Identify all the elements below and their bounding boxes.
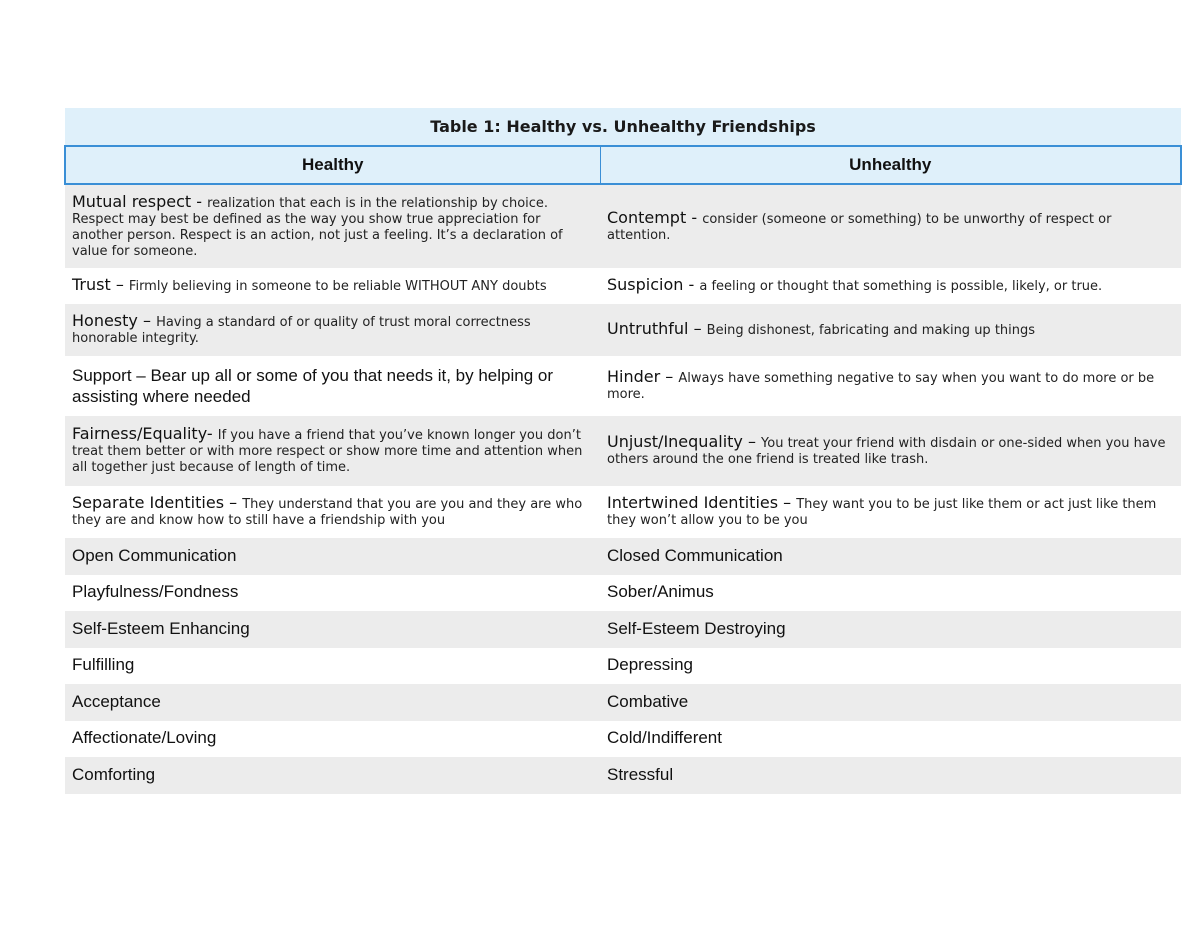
table-row bbox=[65, 184, 1181, 268]
header-unhealthy: Unhealthy bbox=[600, 146, 1181, 184]
unhealthy-cell bbox=[600, 575, 1181, 611]
unhealthy-trait: Stressful bbox=[607, 764, 674, 784]
healthy-trait: Comforting bbox=[72, 764, 156, 784]
unhealthy-trait: Sober/Animus bbox=[607, 582, 714, 601]
healthy-cell bbox=[65, 575, 600, 611]
term: Unjust/Inequality – bbox=[607, 432, 762, 451]
header-row bbox=[65, 146, 1181, 184]
unhealthy-cell bbox=[600, 721, 1181, 757]
support-text: Support – Bear up all or some of you that needs it, by helping or assisting where needed bbox=[72, 366, 554, 406]
caption-row bbox=[65, 108, 1181, 146]
term: Fairness/Equality- bbox=[72, 424, 218, 443]
table-row bbox=[65, 757, 1181, 794]
table-row bbox=[65, 486, 1181, 538]
table-row bbox=[65, 416, 1181, 486]
unhealthy-cell bbox=[600, 356, 1181, 416]
unhealthy-cell bbox=[600, 648, 1181, 684]
table-row bbox=[65, 575, 1181, 611]
term: Suspicion - bbox=[607, 275, 700, 294]
description: a feeling or thought that something is possible, likely, or true. bbox=[699, 279, 1103, 294]
table-row bbox=[65, 538, 1181, 575]
unhealthy-trait: Self-Esteem Destroying bbox=[607, 618, 786, 638]
term: Mutual respect - bbox=[72, 191, 208, 211]
term: Honesty – bbox=[72, 311, 157, 330]
healthy-cell bbox=[65, 611, 600, 648]
unhealthy-cell bbox=[600, 684, 1181, 721]
term: Contempt - bbox=[607, 207, 703, 227]
unhealthy-trait: Closed Communication bbox=[607, 545, 783, 565]
healthy-cell bbox=[65, 356, 600, 416]
description: realization that each is in the relationship by choice. Respect may best be defined as the way you show true appreciation for another person. Respect is an action, not just a feeling. It’s a declaration of value for someone. bbox=[72, 195, 563, 259]
healthy-cell bbox=[65, 684, 600, 721]
healthy-trait: Self-Esteem Enhancing bbox=[72, 618, 250, 638]
table-row bbox=[65, 611, 1181, 648]
description: They want you to be just like them or act just like them they won’t allow you to be you bbox=[607, 497, 1157, 528]
term: Intertwined Identities – bbox=[607, 493, 797, 512]
description: If you have a friend that you’ve known longer you don’t treat them better or with more respect or show more time and attention when all together just because of length of time. bbox=[72, 428, 583, 475]
healthy-cell bbox=[65, 184, 600, 268]
description: Always have something negative to say when you want to do more or be more. bbox=[607, 371, 1155, 402]
description: They understand that you are you and they are who they are and know how to still have a friendship with you bbox=[72, 497, 583, 528]
description: Having a standard of or quality of trust moral correctness honorable integrity. bbox=[72, 315, 531, 346]
table-row bbox=[65, 304, 1181, 356]
healthy-trait: Acceptance bbox=[72, 691, 161, 711]
table-caption: Table 1: Healthy vs. Unhealthy Friendships bbox=[65, 108, 1181, 146]
healthy-cell bbox=[65, 538, 600, 575]
healthy-trait: Affectionate/Loving bbox=[72, 728, 217, 747]
healthy-cell bbox=[65, 648, 600, 684]
unhealthy-cell bbox=[600, 416, 1181, 486]
healthy-cell bbox=[65, 416, 600, 486]
term: Trust – bbox=[72, 275, 129, 294]
term: Hinder – bbox=[607, 367, 679, 386]
table-row bbox=[65, 356, 1181, 416]
unhealthy-cell bbox=[600, 611, 1181, 648]
description: consider (someone or something) to be unworthy of respect or attention. bbox=[607, 211, 1112, 243]
description: Being dishonest, fabricating and making up things bbox=[706, 323, 1036, 338]
unhealthy-cell bbox=[600, 268, 1181, 304]
table-row bbox=[65, 268, 1181, 304]
unhealthy-trait: Cold/Indifferent bbox=[607, 728, 722, 747]
healthy-trait: Playfulness/Fondness bbox=[72, 582, 239, 601]
term: Untruthful – bbox=[607, 319, 707, 338]
healthy-cell bbox=[65, 268, 600, 304]
unhealthy-trait: Depressing bbox=[607, 655, 693, 674]
term: Separate Identities – bbox=[72, 493, 243, 512]
table-row bbox=[65, 684, 1181, 721]
healthy-cell bbox=[65, 721, 600, 757]
friendship-table bbox=[64, 108, 1182, 794]
healthy-cell bbox=[65, 304, 600, 356]
unhealthy-cell bbox=[600, 486, 1181, 538]
unhealthy-cell bbox=[600, 538, 1181, 575]
table-row bbox=[65, 721, 1181, 757]
healthy-cell bbox=[65, 757, 600, 794]
table-row bbox=[65, 648, 1181, 684]
healthy-trait: Open Communication bbox=[72, 545, 237, 565]
unhealthy-cell bbox=[600, 184, 1181, 268]
description: Firmly believing in someone to be reliable WITHOUT ANY doubts bbox=[128, 279, 547, 294]
description: You treat your friend with disdain or one-sided when you have others around the one friend is treated like trash. bbox=[607, 436, 1166, 467]
unhealthy-trait: Combative bbox=[607, 691, 689, 711]
unhealthy-cell bbox=[600, 757, 1181, 794]
healthy-cell bbox=[65, 486, 600, 538]
header-healthy: Healthy bbox=[65, 146, 600, 184]
healthy-trait: Fulfilling bbox=[72, 655, 135, 674]
unhealthy-cell bbox=[600, 304, 1181, 356]
